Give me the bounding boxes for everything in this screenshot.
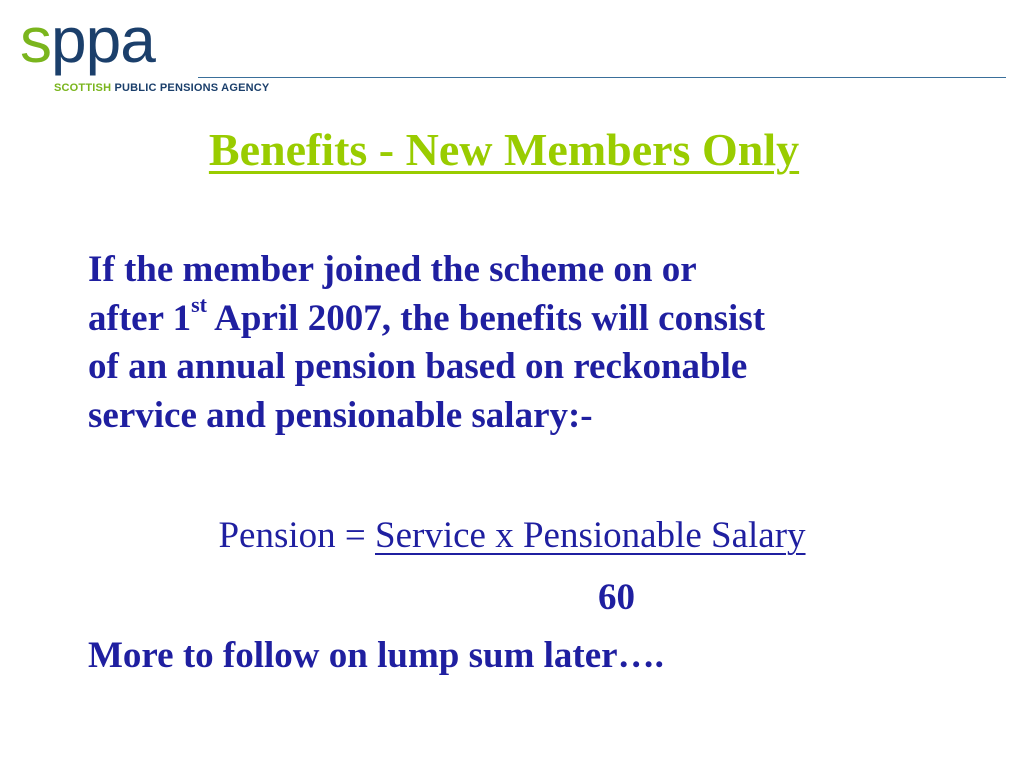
body-line-3: of an annual pension based on reckonable <box>88 346 748 387</box>
body-paragraph <box>88 246 948 440</box>
body-line-2-end: April 2007, the benefits will consist <box>206 297 766 339</box>
body-line-4: service and pensionable salary:- <box>88 394 593 436</box>
logo-ppa: ppa <box>51 4 155 76</box>
sppa-logo <box>20 4 320 98</box>
body-line-2-start: after 1 <box>88 297 192 339</box>
slide-title <box>0 120 1008 180</box>
logo-tagline <box>54 82 269 94</box>
body-line-1: If the member joined the scheme on or <box>88 249 697 290</box>
formula-numerator: Service x Pensionable Salary <box>375 515 806 556</box>
logo-tagline-scottish: SCOTTISH <box>54 82 112 94</box>
footer-note: More to follow on lump sum later…. <box>88 635 664 676</box>
logo-wordmark <box>20 2 155 78</box>
pension-formula <box>0 512 1024 560</box>
formula-denominator: 60 <box>598 577 635 618</box>
logo-s: s <box>20 4 51 76</box>
header-divider <box>198 77 1006 78</box>
slide-title-text: Benefits - New Members Only <box>208 124 800 175</box>
formula-lhs: Pension = <box>218 515 375 556</box>
logo-tagline-rest: PUBLIC PENSIONS AGENCY <box>111 82 270 94</box>
body-line-2-superscript: st <box>191 292 207 318</box>
